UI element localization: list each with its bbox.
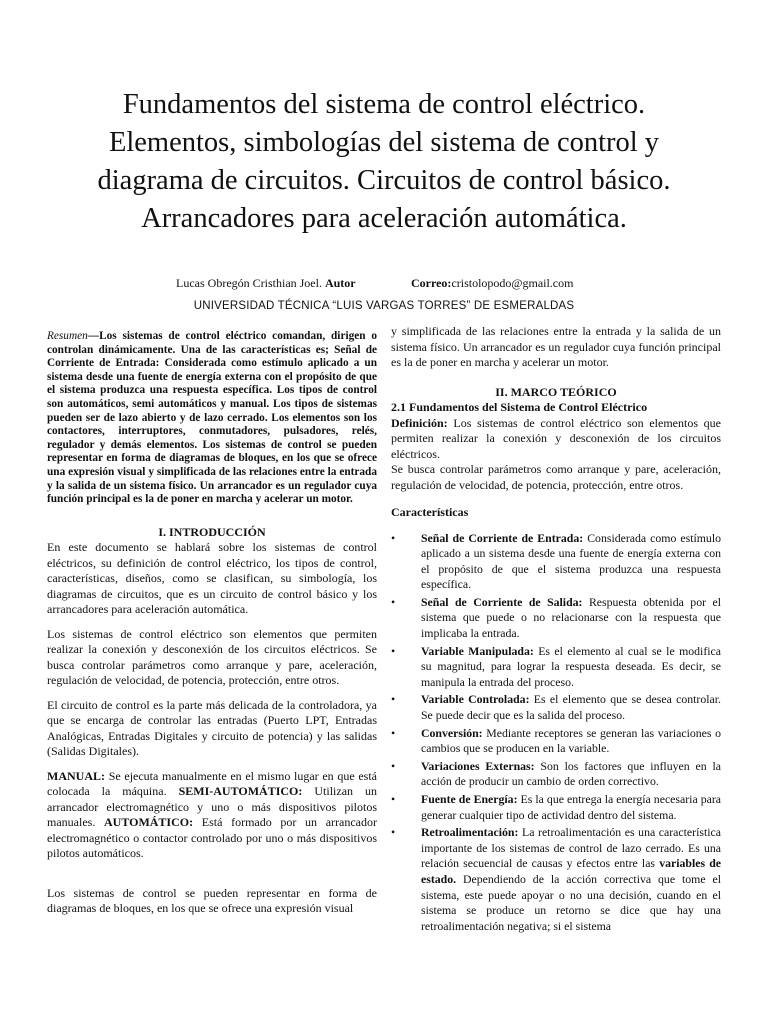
characteristics-list: [391, 531, 721, 935]
author-email: [411, 276, 573, 291]
continued-paragraph: y simplificada de las relaciones entre la entrada y la salida de un sistema físico. Un arrancador es un regulador cuya función principal es la de poner en marcha y acelerar un motor.: [391, 324, 721, 369]
item-label: Conversión:: [421, 725, 483, 740]
list-item: [391, 825, 721, 934]
definition-paragraph: [391, 416, 721, 463]
item-text-continued: Dependiendo de la acción correctiva que tome el sistema, este puede apoyar o no una decisión, cuando en el sistema se produce un retorno se dice que hay una retroalimentación negativa; si el sistema: [421, 871, 721, 933]
intro-paragraph-5: Los sistemas de control se pueden representar en forma de diagramas de bloques, en los que se ofrece una expresión visual: [47, 885, 377, 916]
right-column: [391, 324, 721, 936]
university-name: UNIVERSIDAD TÉCNICA “LUIS VARGAS TORRES” DE ESMERALDAS: [193, 300, 575, 312]
definition-text: Los sistemas de control eléctrico son elementos que permiten realizar la conexión y desconexión de los circuitos eléctricos.: [391, 415, 722, 461]
abstract: [47, 330, 377, 507]
characteristics-heading: Características: [391, 505, 469, 519]
abstract-text: Los sistemas de control eléctrico comandan, dirigen o controlan dinámicamente. Una de las características es; Señal de Corriente de Entrada: Considerada como estímulo aplicado a un sistema desde una fuente de energía externa con el propósito de que el sistema produzca una respuesta específica. Los tipos de control son automáticos, semi automáticos y manual. Los tipos de sistemas pueden ser de lazo abierto y de lazo cerrado. Los elementos son los contactores, interruptores, conmutadores, pulsadores, relés, regulador y demás elementos. Los sistemas de control se pueden representar en forma de diagramas de bloques, en los que se ofrece una expresión visual y simplificada de las relaciones entre la entrada y la salida de un sistema físico. Un arrancador es un regulador cuya función principal es la de poner en marcha y acelerar un motor.: [47, 330, 377, 506]
list-item: [391, 531, 721, 593]
author-name: Lucas Obregón Cristhian Joel.: [176, 276, 322, 290]
abstract-dash: —: [87, 330, 100, 342]
item-bold-text: variables de estado.: [421, 856, 722, 886]
parameters-paragraph: Se busca controlar parámetros como arranque y pare, aceleración, regulación de velocidad, de potencia, protección, entre otros.: [391, 462, 721, 492]
item-label: Fuente de Energía:: [421, 792, 518, 806]
item-text: Considerada como estímulo aplicado a un sistema desde una fuente de energía externa con el propósito de que el sistema produzca una respuesta específica.: [421, 530, 722, 592]
list-item: [391, 726, 721, 757]
item-text: La retroalimentación es una característica importante de los sistemas de control de lazo cerrado. Es una relación secuencial de causas y efectos entre las: [421, 825, 721, 871]
item-text: Es la que entrega la energía necesaria para generar cualquier tipo de actividad dentro del sistema.: [421, 792, 722, 822]
bullet-icon: •: [391, 643, 396, 658]
intro-paragraph-1: En este documento se hablará sobre los sistemas de control eléctricos, su definición de control eléctrico, los tipos de control, características, diseños, como se clasifican, su simbología, los diagramas de circuitos, que es un circuito de control básico y los arrancadores para aceleración automática.: [47, 540, 377, 617]
left-column: [47, 330, 377, 917]
bullet-icon: •: [391, 725, 396, 740]
bullet-icon: •: [391, 792, 396, 806]
manual-label: MANUAL:: [47, 768, 105, 783]
intro-paragraph-2: Los sistemas de control eléctrico son elementos que permiten realizar la conexión y desconexión de los circuitos eléctricos. Se busca controlar parámetros como arranque y pare, aceleración, regulación de velocidad, de potencia, protección, entre otros.: [47, 626, 377, 688]
list-item: [391, 692, 721, 723]
email-address: cristolopodo@gmail.com: [451, 276, 574, 290]
author-role: Autor: [324, 276, 356, 290]
item-label: Variable Controlada:: [421, 692, 530, 707]
item-text: Es el elemento que se desea controlar. Se puede decir que es la salida del proceso.: [421, 692, 721, 723]
intro-heading: I. INTRODUCCIÓN: [158, 524, 266, 539]
author-info: [176, 276, 356, 291]
item-text: Mediante receptores se generan las variaciones o cambios que se producen en la variable.: [421, 725, 722, 756]
intro-paragraph-3: El circuito de control es la parte más delicada de la controladora, ya que se encarga de controlar las entradas (Puerto LPT, Entradas Analógicas, Entradas Digitales y circuito de potencia) y las salidas (Salidas Digitales).: [47, 697, 377, 759]
control-types: [47, 769, 377, 862]
bullet-icon: •: [391, 530, 396, 545]
auto-text: Está formado por un arrancador electromagnético o contactor controlado por uno o más dispositivos pilotos automáticos.: [47, 815, 377, 861]
semi-label: SEMI-AUTOMÁTICO:: [178, 784, 303, 799]
auto-label: AUTOMÁTICO:: [103, 815, 194, 830]
list-item: [391, 792, 721, 823]
subsection-heading: 2.1 Fundamentos del Sistema de Control Eléctrico: [391, 400, 648, 414]
bullet-icon: •: [391, 594, 396, 609]
list-item: [391, 595, 721, 642]
email-label: Correo:: [411, 276, 452, 290]
abstract-label: Resumen: [47, 330, 88, 342]
item-label: Retroalimentación:: [421, 825, 519, 840]
item-label: Variable Manipulada:: [421, 643, 534, 658]
list-item: [391, 644, 721, 691]
section-heading: II. MARCO TEÓRICO: [495, 384, 617, 399]
definition-label: Definición:: [391, 415, 448, 430]
list-item: [391, 759, 721, 790]
bullet-icon: •: [391, 825, 396, 840]
item-label: Variaciones Externas:: [421, 758, 535, 773]
paper-title: Fundamentos del sistema de control eléctrico. Elementos, simbologías del sistema de control y diagrama de circuitos. Circuitos de control básico. Arrancadores para aceleración automática.: [97, 89, 671, 234]
item-text: Respuesta obtenida por el sistema que puede o no relacionarse con la respuesta que implicaba la entrada.: [421, 594, 721, 641]
bullet-icon: •: [391, 758, 396, 773]
bullet-icon: •: [391, 692, 396, 707]
item-label: Señal de Corriente de Salida:: [421, 594, 583, 609]
item-text: Es el elemento al cual se le modifica su magnitud, para lograr la respuesta deseada. Es decir, se manipula la entrada del proceso.: [421, 643, 722, 689]
semi-text: Utilizan un arrancador electromagnético y uno o más dispositivos pilotos manuales.: [47, 784, 377, 830]
item-text: Son los factores que influyen en la acción de producir un cambio de orden correctivo.: [421, 758, 721, 789]
item-label: Señal de Corriente de Entrada:: [421, 530, 584, 545]
manual-text: Se ejecuta manualmente en el mismo lugar en que está colocada la máquina.: [47, 768, 377, 799]
